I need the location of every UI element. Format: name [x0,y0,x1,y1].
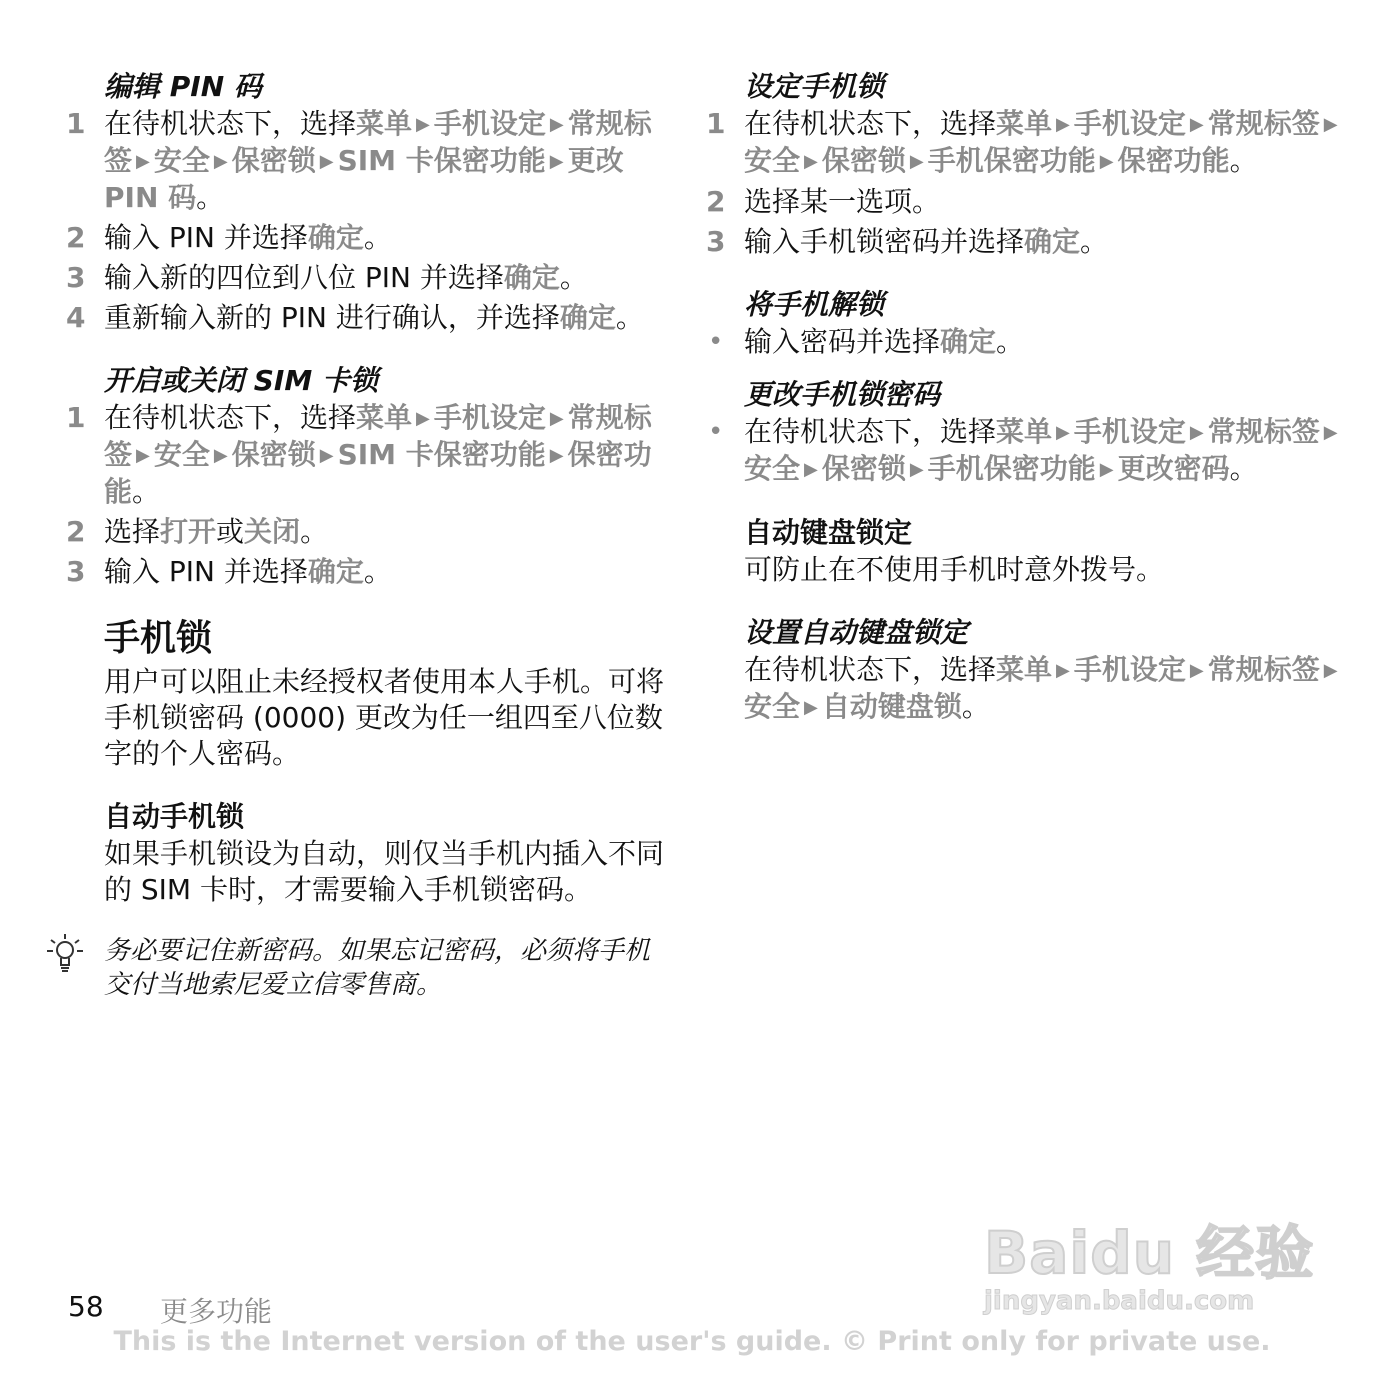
arrow-icon: ▶ [416,114,430,135]
section-heading: 自动键盘锁定 [744,516,913,549]
arrow-icon: ▶ [804,697,818,718]
step-text: 输入新的四位到八位 PIN 并选择 [104,261,504,294]
watermark-brand: Baidu 经验 [984,1219,1315,1287]
menu-path-item: 手机设定 [433,107,546,140]
section-heading: 自动手机锁 [104,800,245,833]
step-number: 2 [66,515,86,548]
step-text: 在待机状态下，选择 [104,401,357,434]
step-text: 在待机状态下，选择 [104,107,357,140]
step-text: 在待机状态下，选择 [744,107,997,140]
menu-path-item: 确定 [940,325,997,358]
step-text: 或 [216,515,245,548]
page-title: 手机锁 [104,618,213,659]
arrow-icon: ▶ [1056,114,1070,135]
arrow-icon: ▶ [1056,422,1070,443]
menu-path-item: 保密锁 [821,144,906,177]
menu-path-item: 常规标签 [104,401,652,471]
arrow-icon: ▶ [136,445,150,466]
set-keylock-section [706,614,1346,726]
menu-path-item: 菜单 [356,107,413,140]
arrow-icon: ▶ [1056,660,1070,681]
step-text: 在待机状态下，选择 [744,415,997,448]
menu-path-item: 常规标签 [1207,415,1320,448]
arrow-icon: ▶ [909,459,924,480]
step-list [66,400,666,590]
arrow-icon: ▶ [549,445,564,466]
sim-lock-section [66,362,666,590]
section-heading: 更改手机锁密码 [744,378,941,411]
menu-path-item: 保密功能 [104,438,652,508]
menu-path-item: 常规标签 [1207,653,1320,686]
arrow-icon: ▶ [1323,422,1338,443]
step-text: 。 [1080,225,1109,258]
menu-path-item: 自动键盘锁 [821,690,962,723]
tip-text: 务必要记住新密码。如果忘记密码，必须将手机交付当地索尼爱立信零售商。 [104,936,651,1000]
menu-path-item: 安全 [153,144,210,177]
menu-path-item: 更改密码 [1117,452,1230,485]
arrow-icon: ▶ [1189,660,1204,681]
step-number: 2 [66,221,86,254]
watermark-url: jingyan.baidu.com [984,1286,1255,1316]
menu-path-item: 关闭 [244,515,301,548]
menu-path-item: 安全 [744,452,801,485]
page-number: 58 [68,1290,104,1323]
keylock-section [706,514,1346,588]
step-item [66,514,666,550]
step-text: 选择 [104,515,161,548]
menu-path-item: 确定 [559,301,616,334]
step-text: 。 [1229,452,1258,485]
set-lock-section [706,68,1346,260]
step-item [706,324,1346,360]
step-list [66,106,666,336]
menu-path-item: 常规标签 [104,107,652,177]
step-number: 1 [66,107,86,140]
menu-path-item: 更改 PIN 码 [104,144,624,214]
menu-path-item: 常规标签 [1207,107,1320,140]
bullet: • [708,417,724,447]
step-number: 4 [66,301,86,334]
arrow-icon: ▶ [319,151,334,172]
auto-lock-paragraph: 如果手机锁设为自动，则仅当手机内插入不同的 SIM 卡时，才需要输入手机锁密码。 [104,837,665,906]
arrow-icon: ▶ [213,151,228,172]
step-item [706,184,1346,220]
menu-path-item: 手机保密功能 [927,452,1096,485]
step-number: 3 [66,261,86,294]
step-item [66,220,666,256]
right-column [706,68,1346,752]
step-number: 1 [66,401,86,434]
menu-path-item: 保密功能 [1117,144,1230,177]
step-text: 。 [363,555,392,588]
arrow-icon: ▶ [549,114,564,135]
menu-path-item: 安全 [153,438,210,471]
arrow-icon: ▶ [319,445,334,466]
step-list [706,106,1346,260]
arrow-icon: ▶ [1323,660,1338,681]
tip-box [66,934,666,1002]
arrow-icon: ▶ [549,408,564,429]
arrow-icon: ▶ [1189,422,1204,443]
step-text: 。 [559,261,588,294]
arrow-icon: ▶ [549,151,564,172]
menu-path-item: 菜单 [996,415,1053,448]
menu-path-item: 手机设定 [1073,415,1186,448]
menu-path-item: 打开 [160,515,217,548]
step-text: 。 [1229,144,1258,177]
step-list [706,414,1346,488]
menu-path-item: 确定 [503,261,560,294]
arrow-icon: ▶ [909,151,924,172]
lightbulb-icon [44,932,86,978]
keylock-paragraph: 可防止在不使用手机时意外拨号。 [744,553,1165,586]
step-text: 输入 PIN 并选择 [104,221,308,254]
step-item [66,400,666,510]
step-item [66,260,666,296]
arrow-icon: ▶ [213,445,228,466]
left-column [66,68,666,1002]
intro-paragraph: 用户可以阻止未经授权者使用本人手机。可将手机锁密码 (0000) 更改为任一组四至八位数字的个人密码。 [104,665,665,770]
menu-path-item: 菜单 [996,107,1053,140]
bullet: • [708,327,724,357]
step-text: 。 [363,221,392,254]
phone-lock-section [66,616,666,772]
step-item [706,106,1346,180]
step-item [66,106,666,216]
step-item [706,414,1346,488]
step-text: 输入密码并选择 [744,325,941,358]
step-item [66,554,666,590]
menu-path-item: 手机保密功能 [927,144,1096,177]
auto-lock-section [66,798,666,908]
menu-path-item: 菜单 [356,401,413,434]
step-number: 3 [706,225,726,258]
step-text: 在待机状态下，选择 [744,653,997,686]
menu-path-item: SIM 卡保密功能 [337,144,546,177]
menu-path-item: 安全 [744,144,801,177]
step-text: 输入手机锁密码并选择 [744,225,1025,258]
step-item [66,300,666,336]
section-heading: 设定手机锁 [744,70,885,103]
watermark [980,1176,1315,1326]
section-name: 更多功能 [160,1295,273,1328]
step-text: 。 [996,325,1025,358]
menu-path-item: 保密锁 [231,438,316,471]
arrow-icon: ▶ [1099,459,1114,480]
menu-path-item: 保密锁 [231,144,316,177]
section-heading: 设置自动键盘锁定 [744,616,969,649]
set-keylock-paragraph [744,652,1346,726]
menu-path-item: 确定 [307,221,364,254]
menu-path-item: 手机设定 [1073,653,1186,686]
arrow-icon: ▶ [1099,151,1114,172]
menu-path-item: 安全 [744,690,801,723]
menu-path-item: 确定 [307,555,364,588]
arrow-icon: ▶ [1189,114,1204,135]
menu-path-item: 确定 [1024,225,1081,258]
step-number: 2 [706,185,726,218]
step-text: 。 [300,515,329,548]
change-code-section [706,376,1346,488]
step-text: 输入 PIN 并选择 [104,555,308,588]
arrow-icon: ▶ [1323,114,1338,135]
arrow-icon: ▶ [804,151,818,172]
step-text: 。 [961,690,990,723]
menu-path-item: 手机设定 [433,401,546,434]
arrow-icon: ▶ [416,408,430,429]
footer-note: This is the Internet version of the user's guide. © Print only for private use. [113,1326,1271,1357]
menu-path-item: 菜单 [996,653,1053,686]
step-number: 3 [66,555,86,588]
section-heading: 编辑 PIN 码 [104,70,262,103]
menu-path-item: 保密锁 [821,452,906,485]
edit-pin-section [66,68,666,336]
step-list [706,324,1346,360]
step-text: 选择某一选项。 [744,185,941,218]
arrow-icon: ▶ [136,151,150,172]
step-text: 重新输入新的 PIN 进行确认，并选择 [104,301,560,334]
step-number: 1 [706,107,726,140]
menu-path-item: 手机设定 [1073,107,1186,140]
step-text: 。 [196,181,225,214]
unlock-section [706,286,1346,360]
step-text: 。 [132,475,161,508]
section-heading: 开启或关闭 SIM 卡锁 [104,364,378,397]
step-text: 。 [615,301,644,334]
arrow-icon: ▶ [804,459,818,480]
step-item [706,224,1346,260]
section-heading: 将手机解锁 [744,288,885,321]
menu-path-item: SIM 卡保密功能 [337,438,546,471]
